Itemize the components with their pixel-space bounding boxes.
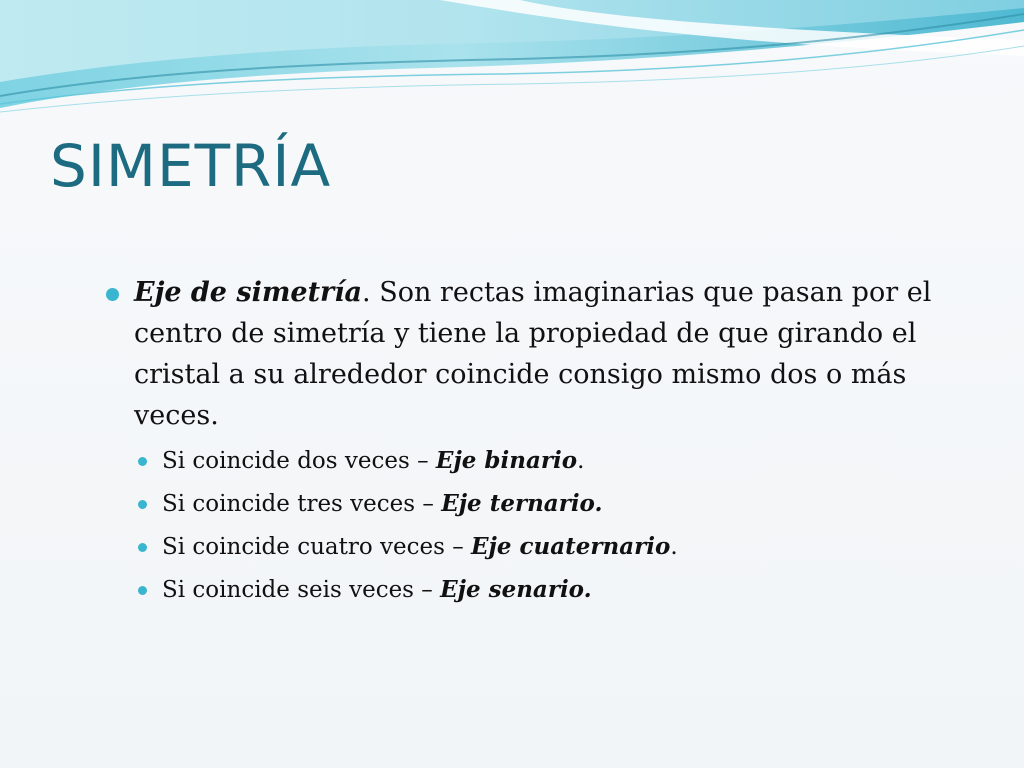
bullet-dot-icon [138, 500, 147, 509]
sub-bullet-term: Eje ternario. [441, 490, 603, 517]
sub-bullet-lead: Si coincide tres veces – [162, 491, 442, 517]
sub-bullet-tail: . [577, 448, 585, 474]
wave-header-decoration [0, 0, 1024, 130]
main-bullet-text: . Son rectas imaginarias que pasan por el centro de simetría y tiene la propiedad de que girando el cristal a su alrededor coincide consigo mismo dos o más veces. [134, 277, 932, 431]
sub-bullet-item [104, 530, 984, 564]
sub-bullet-item [104, 573, 984, 607]
sub-bullet-tail: . [670, 534, 678, 560]
main-bullet-term: Eje de simetría [134, 277, 363, 308]
bullet-dot-icon [106, 288, 119, 301]
sub-bullet-lead: Si coincide dos veces – [162, 448, 436, 474]
main-bullet-item [104, 272, 984, 436]
sub-bullet-lead: Si coincide cuatro veces – [162, 534, 472, 560]
sub-bullet-term: Eje binario [435, 447, 578, 474]
bullet-dot-icon [138, 543, 147, 552]
sub-bullet-item [104, 444, 984, 478]
sub-bullet-list [104, 444, 984, 607]
bullet-dot-icon [138, 457, 147, 466]
sub-bullet-lead: Si coincide seis veces – [162, 577, 441, 603]
slide-title: SIMETRÍA [50, 132, 332, 200]
bullet-dot-icon [138, 586, 147, 595]
sub-bullet-term: Eje cuaternario [471, 533, 671, 560]
content-body [104, 272, 984, 616]
sub-bullet-term: Eje senario. [440, 576, 592, 603]
sub-bullet-item [104, 487, 984, 521]
